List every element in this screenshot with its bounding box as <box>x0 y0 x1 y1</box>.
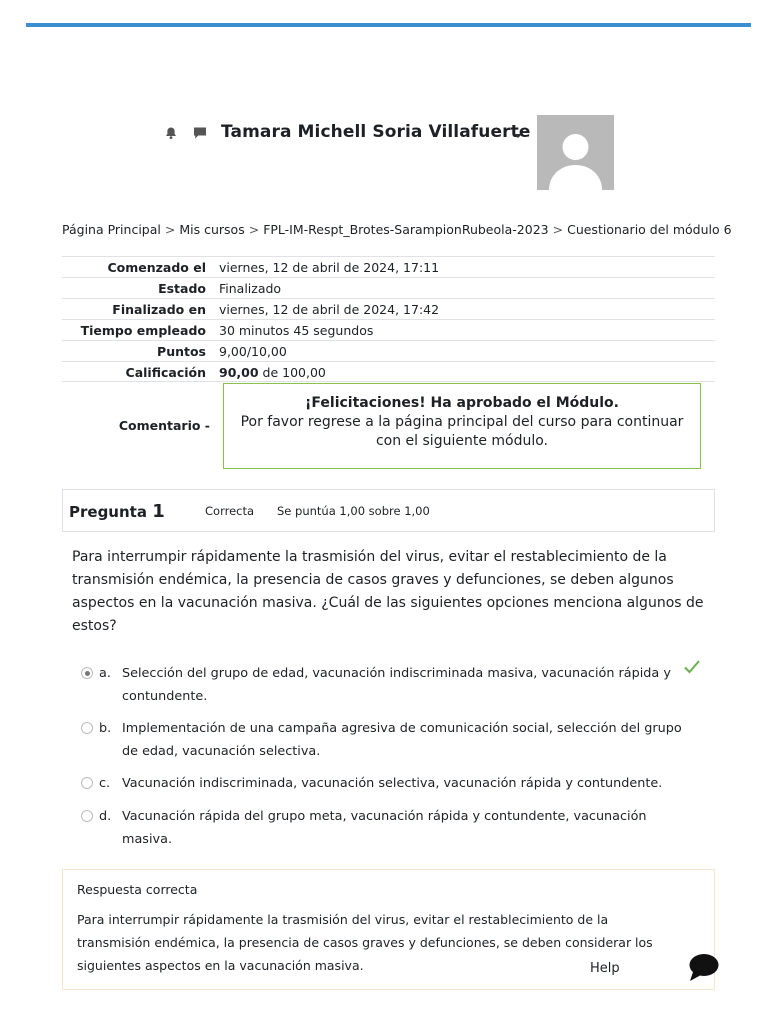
question-info-header <box>62 489 715 532</box>
option-text: Vacunación indiscriminada, vacunación selectiva, vacunación rápida y contundente. <box>122 776 663 791</box>
breadcrumb-quiz[interactable]: Cuestionario del módulo 6 <box>567 222 732 237</box>
started-value: viernes, 12 de abril de 2024, 17:11 <box>214 257 715 278</box>
chat-bubble-icon[interactable] <box>688 952 720 982</box>
notification-bell-icon[interactable] <box>164 126 178 140</box>
option-text: Implementación de una campaña agresiva de comunicación social, selección del grupo de edad, vacunación selectiva. <box>122 721 682 759</box>
attempt-summary-table <box>62 256 715 383</box>
feedback-title: Respuesta correcta <box>77 882 198 897</box>
question-state: Correcta <box>205 504 255 518</box>
summary-row <box>62 299 715 320</box>
question-title <box>69 501 165 522</box>
option-letter: b. <box>99 721 112 736</box>
feedback-text: Para interrumpir rápidamente la trasmisión del virus, evitar el restablecimiento de la transmisión endémica, la presencia de casos graves y defunciones, se deben considerar los siguientes aspectos en la vacunación masiva. <box>77 912 653 973</box>
top-accent-bar <box>26 23 751 27</box>
finished-value: viernes, 12 de abril de 2024, 17:42 <box>214 299 715 320</box>
avatar[interactable] <box>537 115 614 190</box>
grade-label: Calificación <box>62 362 214 383</box>
radio-selected[interactable] <box>81 667 93 679</box>
option-text: Selección del grupo de edad, vacunación indiscriminada masiva, vacunación rápida y contundente. <box>122 666 671 704</box>
comment-label: Comentario - <box>118 418 210 433</box>
chevron-right-icon: > <box>248 222 260 237</box>
user-avatar-icon <box>537 115 614 190</box>
breadcrumb <box>62 222 732 237</box>
help-link[interactable]: Help <box>590 961 620 976</box>
feedback-comment-box <box>223 383 701 469</box>
question-label: Pregunta <box>69 503 147 521</box>
time-taken-label: Tiempo empleado <box>62 320 214 341</box>
breadcrumb-home[interactable]: Página Principal <box>62 222 161 237</box>
user-name[interactable]: Tamara Michell Soria Villafuerte <box>221 122 531 142</box>
option-letter: a. <box>99 666 111 681</box>
state-label: Estado <box>62 278 214 299</box>
messages-icon[interactable] <box>193 126 207 140</box>
question-number: 1 <box>152 501 165 522</box>
comment-title: ¡Felicitaciones! Ha aprobado el Módulo. <box>305 395 619 411</box>
breadcrumb-my-courses[interactable]: Mis cursos <box>179 222 245 237</box>
radio-unselected[interactable] <box>81 810 93 822</box>
comment-body: Por favor regrese a la página principal del curso para continuar con el siguiente módulo. <box>240 414 684 449</box>
marks-label: Puntos <box>62 341 214 362</box>
summary-row <box>62 320 715 341</box>
started-label: Comenzado el <box>62 257 214 278</box>
option-letter: d. <box>99 809 112 824</box>
finished-label: Finalizado en <box>62 299 214 320</box>
summary-row <box>62 341 715 362</box>
radio-unselected[interactable] <box>81 722 93 734</box>
radio-unselected[interactable] <box>81 777 93 789</box>
user-menu[interactable] <box>221 122 530 142</box>
question-grade: Se puntúa 1,00 sobre 1,00 <box>277 504 430 518</box>
grade-value: 90,00 <box>219 364 259 380</box>
option-text: Vacunación rápida del grupo meta, vacunación rápida y contundente, vacunación masiva. <box>122 809 647 847</box>
summary-row <box>62 362 715 383</box>
summary-row <box>62 257 715 278</box>
breadcrumb-course[interactable]: FPL-IM-Respt_Brotes-SarampionRubeola-2023 <box>263 222 549 237</box>
marks-value: 9,00/10,00 <box>214 341 715 362</box>
grade-suffix: de 100,00 <box>258 364 326 380</box>
time-taken-value: 30 minutos 45 segundos <box>214 320 715 341</box>
chevron-down-icon[interactable] <box>514 134 522 138</box>
question-text: Para interrumpir rápidamente la trasmisión del virus, evitar el restablecimiento de la transmisión endémica, la presencia de casos graves y defunciones, se deben algunos aspectos en la vacunación masiva. ¿Cuál de las siguientes opciones menciona algunos de estos? <box>72 549 704 634</box>
grade-value-cell <box>214 362 715 383</box>
chevron-right-icon: > <box>552 222 564 237</box>
summary-row <box>62 278 715 299</box>
state-value: Finalizado <box>214 278 715 299</box>
option-letter: c. <box>99 776 111 791</box>
checkmark-icon <box>684 660 700 674</box>
chevron-right-icon: > <box>164 222 176 237</box>
